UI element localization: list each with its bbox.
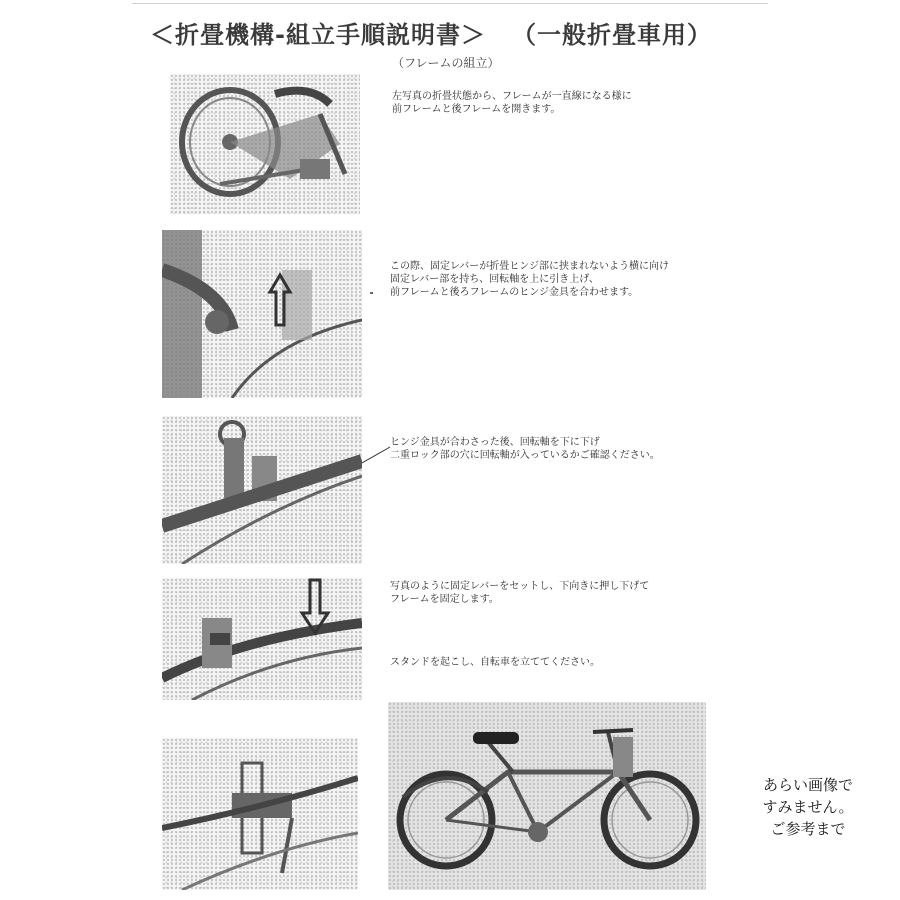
side-note: あらい画像で すみません。 ご参考まで xyxy=(762,776,854,838)
step2-text: この際、固定レバーが折畳ヒンジ部に挟まれないよう横に向け 固定レバー部を持ち、回転軸を上に引き上げ、 前フレームと後ろフレームのヒンジ金具を合わせます。 xyxy=(390,261,670,298)
assembled-bike-photo xyxy=(388,702,706,890)
step3-photo xyxy=(162,416,362,564)
step3-text: ヒンジ金具が合わさった後、回転軸を下に下げ 二重ロック部の穴に回転軸が入っているかご確認ください。 xyxy=(390,437,660,461)
step2-photo xyxy=(162,230,362,398)
step4-text: 写真のように固定レバーをセットし、下向きに押し下げて フレームを固定します。 xyxy=(390,581,650,605)
step1-text: 左写真の折畳状態から、フレームが一直線になる様に 前フレームと後フレームを開きます。 xyxy=(392,91,632,115)
speck-mark xyxy=(370,292,373,294)
page-title xyxy=(150,14,750,50)
step4-photo xyxy=(162,578,362,700)
step5-text: スタンドを起こし、自転車を立ててください。 xyxy=(390,657,600,668)
step1-photo xyxy=(170,74,360,214)
pointer-line xyxy=(362,445,392,465)
title-main: ＜折畳機構-組立手順説明書＞ xyxy=(150,20,486,49)
step5-photo xyxy=(162,738,358,890)
title-sub: （一般折畳車用） xyxy=(511,20,712,49)
top-divider xyxy=(132,3,768,4)
section-subtitle: （フレームの組立） xyxy=(392,56,500,70)
